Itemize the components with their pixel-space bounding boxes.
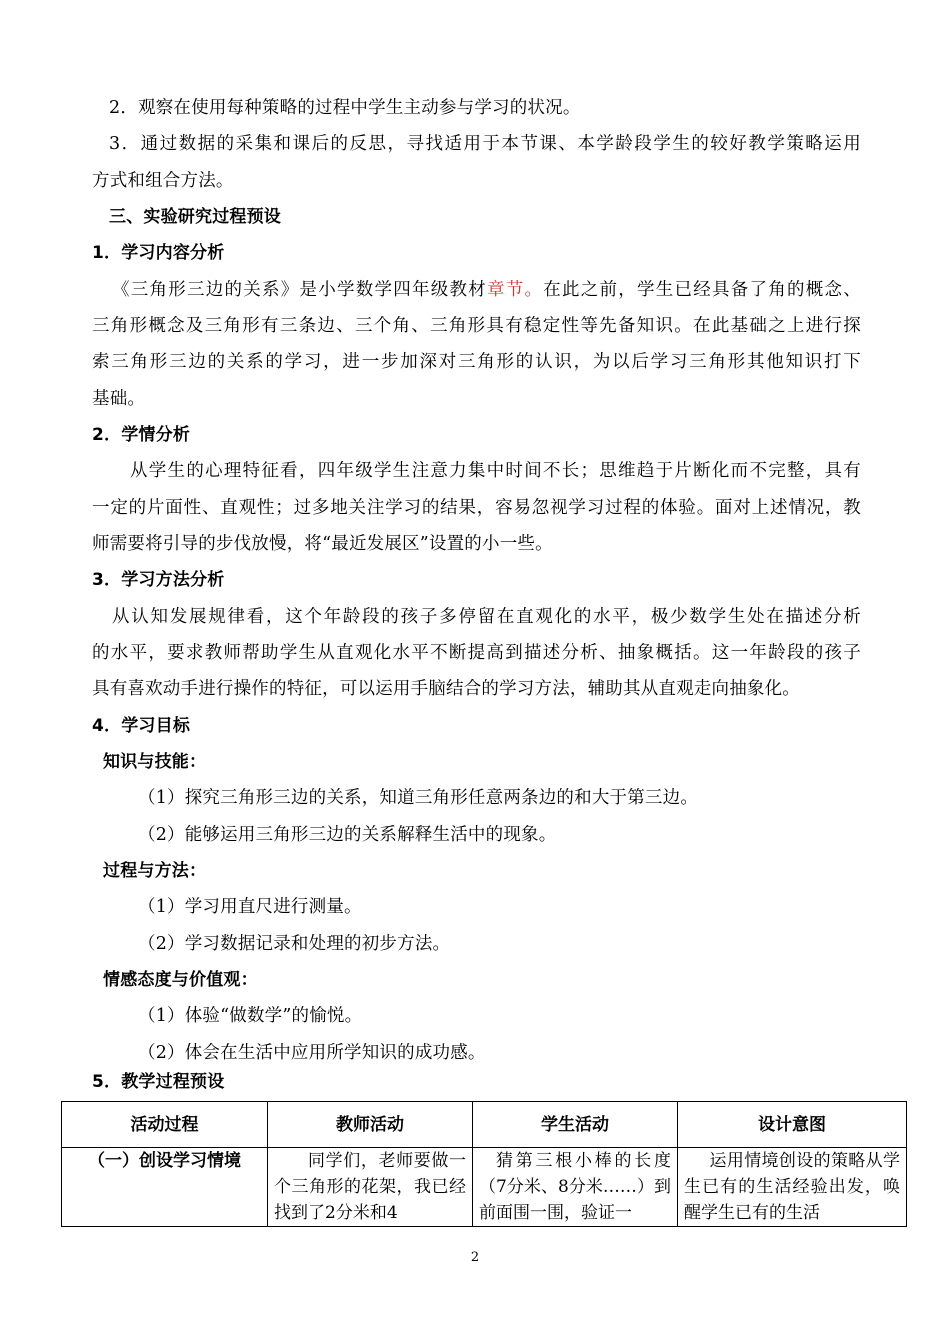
- paragraph-content-line4: 基础。: [92, 389, 146, 409]
- goal-attitude-2: （2）体会在生活中应用所学知识的成功感。: [138, 1043, 486, 1063]
- paragraph-learner-line2: 一定的片面性、直观性；过多地关注学习的结果，容易忽视学习过程的体验。面对上述情况，教: [92, 498, 861, 518]
- cell-teacher: [268, 1148, 473, 1227]
- table-header-row: [62, 1102, 907, 1148]
- paragraph-method-line1: 从认知发展规律看，这个年龄段的孩子多停留在直观化的水平，极少数学生处在描述分析: [112, 607, 861, 627]
- goal-item-2: 2．观察在使用每种策略的过程中学生主动参与学习的状况。: [109, 98, 581, 118]
- goal-category-process: 过程与方法：: [103, 861, 207, 881]
- cell-intent: [678, 1148, 907, 1227]
- header-design-intent: 设计意图: [678, 1102, 907, 1148]
- goal-category-knowledge: 知识与技能：: [103, 752, 207, 772]
- goal-process-2: （2）学习数据记录和处理的初步方法。: [138, 934, 451, 954]
- cell-stage: （一）创设学习情境: [62, 1148, 268, 1227]
- header-activity-stage: 活动过程: [62, 1102, 268, 1148]
- subheading-learner-analysis: 2．学情分析: [92, 425, 191, 445]
- subheading-learning-goals: 4．学习目标: [92, 716, 191, 736]
- cell-teacher-text: 同学们，老师要做一个三角形的花架，我已经找到了2分米和4: [274, 1151, 466, 1223]
- subheading-content-analysis: 1．学习内容分析: [92, 243, 225, 263]
- text-span: 在此之前，学生已经具备了角的概念、: [543, 280, 862, 300]
- header-student-activity: 学生活动: [473, 1102, 678, 1148]
- cell-intent-text: 运用情境创设的策略从学生已有的生活经验出发，唤醒学生已有的生活: [684, 1151, 900, 1223]
- goal-knowledge-1: （1）探究三角形三边的关系，知道三角形任意两条边的和大于第三边。: [138, 788, 699, 808]
- paragraph-learner-line3: 师需要将引导的步伐放慢，将“最近发展区”设置的小一些。: [92, 534, 553, 554]
- page-number: 2: [470, 1250, 480, 1265]
- teaching-process-table: [61, 1101, 907, 1227]
- header-teacher-activity: 教师活动: [268, 1102, 473, 1148]
- goal-category-attitude: 情感态度与价值观：: [103, 970, 258, 990]
- goal-process-1: （1）学习用直尺进行测量。: [138, 897, 362, 917]
- paragraph-content-line2: 三角形概念及三角形有三条边、三个角、三角形具有稳定性等先备知识。在此基础之上进行探: [92, 316, 861, 336]
- text-span: 《三角形三边的关系》是小学数学四年级教材: [112, 280, 488, 300]
- subheading-teaching-process: 5．教学过程预设: [92, 1072, 225, 1092]
- cell-student: [473, 1148, 678, 1227]
- highlighted-text: 章节。: [487, 280, 544, 300]
- section-heading-3: 三、实验研究过程预设: [109, 207, 281, 227]
- cell-student-text: 猜第三根小棒的长度（7分米、8分米……）到前面围一围，验证一: [479, 1151, 671, 1223]
- paragraph-method-line2: 的水平，要求教师帮助学生从直观化水平不断提高到描述分析、抽象概括。这一年龄段的孩子: [92, 643, 861, 663]
- goal-item-3-line2: 方式和组合方法。: [92, 171, 234, 191]
- paragraph-learner-line1: 从学生的心理特征看，四年级学生注意力集中时间不长；思维趋于片断化而不完整，具有: [130, 461, 861, 481]
- paragraph-method-line3: 具有喜欢动手进行操作的特征，可以运用手脑结合的学习方法，辅助其从直观走向抽象化。: [92, 679, 800, 699]
- table-row: [62, 1148, 907, 1227]
- goal-knowledge-2: （2）能够运用三角形三边的关系解释生活中的现象。: [138, 825, 557, 845]
- subheading-method-analysis: 3．学习方法分析: [92, 570, 225, 590]
- paragraph-content-line1: [112, 278, 861, 302]
- goal-item-3-line1: 3．通过数据的采集和课后的反思，寻找适用于本节课、本学龄段学生的较好教学策略运用: [109, 134, 861, 154]
- paragraph-content-line3: 索三角形三边的关系的学习，进一步加深对三角形的认识，为以后学习三角形其他知识打下: [92, 352, 861, 372]
- goal-attitude-1: （1）体验“做数学”的愉悦。: [138, 1006, 363, 1026]
